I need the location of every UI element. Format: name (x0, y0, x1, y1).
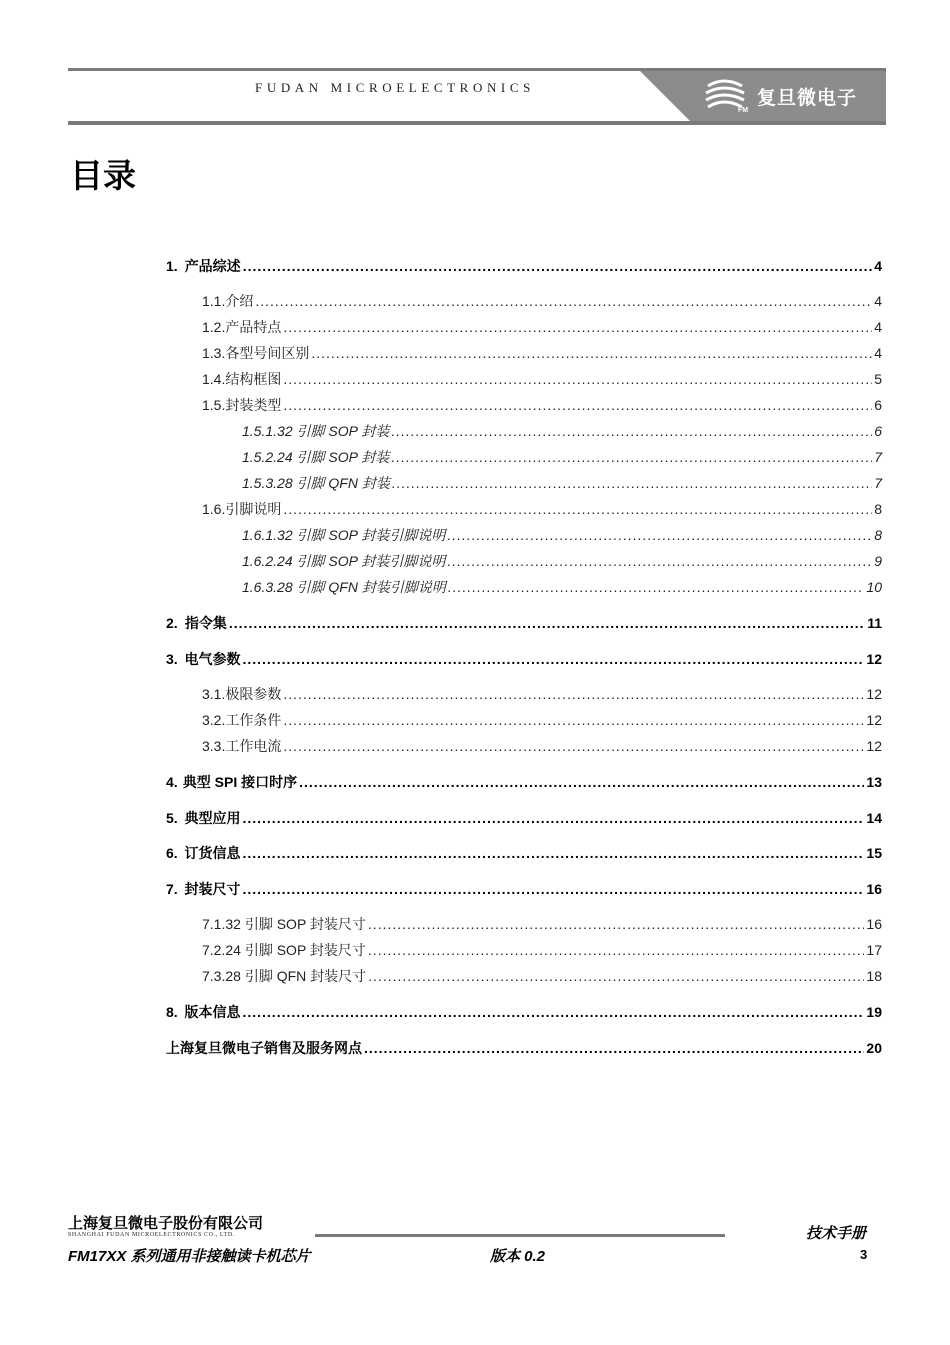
toc-entry-1-1[interactable] (202, 291, 882, 311)
toc-title: 各型号间区别 (225, 345, 310, 361)
footer-version: 版本 0.2 (490, 1248, 546, 1265)
toc-number: 1.6.3. (242, 579, 278, 595)
toc-title: 典型应用 (184, 810, 241, 826)
toc-entry-3-2[interactable] (202, 710, 882, 730)
toc-number: 7.3. (202, 968, 226, 984)
toc-title: 28 引脚 QFN 封装引脚说明 (277, 579, 446, 595)
toc-title: 24 引脚 SOP 封装引脚说明 (277, 553, 446, 569)
toc-title: 32 引脚 SOP 封装引脚说明 (277, 527, 446, 543)
toc-leader (368, 968, 864, 984)
footer-company-cn: 上海复旦微电子股份有限公司 (68, 1214, 264, 1232)
toc-entry-1-6-1[interactable] (242, 525, 882, 545)
toc-entry-1-5-3[interactable] (242, 473, 882, 493)
toc-title: 介绍 (225, 293, 254, 309)
toc-title: 结构框图 (225, 371, 282, 387)
toc-leader (448, 579, 865, 595)
toc-page: 6 (874, 423, 882, 439)
toc-number: 1.2. (202, 319, 226, 335)
toc-entry-2[interactable] (166, 613, 882, 633)
toc-number: 1.6.2. (242, 553, 278, 569)
toc-page: 8 (874, 501, 882, 517)
toc-number: 2. (166, 615, 178, 631)
toc-page: 7 (874, 449, 882, 465)
toc-title: 典型 SPI 接口时序 (182, 774, 298, 790)
toc-title: 版本信息 (184, 1004, 241, 1020)
toc-leader (283, 738, 864, 754)
toc-title: 24 引脚 SOP 封装尺寸 (225, 942, 366, 958)
toc-page: 4 (874, 319, 882, 335)
toc-page: 16 (866, 881, 882, 897)
toc-entry-7-2[interactable] (202, 940, 882, 960)
toc-title: 28 引脚 QFN 封装尺寸 (225, 968, 367, 984)
toc-entry-3-3[interactable] (202, 736, 882, 756)
footer-company-en: SHANGHAI FUDAN MICROELECTRONICS CO., LTD. (68, 1232, 235, 1238)
toc-page: 19 (866, 1004, 882, 1020)
toc-leader (368, 942, 865, 958)
toc-number: 1.5. (202, 397, 226, 413)
toc-entry-7-3[interactable] (202, 966, 882, 986)
toc-number: 3.3. (202, 738, 226, 754)
toc-title: 产品特点 (225, 319, 282, 335)
toc-leader (242, 651, 864, 667)
toc-entry-sales-network[interactable] (166, 1038, 882, 1058)
toc-leader (243, 258, 873, 274)
toc-entry-4[interactable] (166, 772, 882, 792)
toc-entry-3-1[interactable] (202, 684, 882, 704)
toc-entry-1[interactable] (166, 256, 882, 276)
toc-title: 24 引脚 SOP 封装 (277, 449, 390, 465)
toc-page: 9 (874, 553, 882, 569)
toc-page: 12 (866, 738, 882, 754)
header-brand-cn: 复旦微电子 (757, 87, 858, 109)
toc-leader (283, 501, 872, 517)
toc-number: 1.5.1. (242, 423, 278, 439)
toc-page: 16 (866, 916, 882, 932)
toc-leader (368, 916, 865, 932)
toc-title: 封装尺寸 (184, 881, 241, 897)
header-company-name: FUDAN MICROELECTRONICS (255, 80, 535, 95)
toc-page: 10 (866, 579, 882, 595)
toc-title: 极限参数 (225, 686, 282, 702)
toc-number: 1.6.1. (242, 527, 278, 543)
toc-page: 13 (866, 774, 882, 790)
toc-number: 5. (166, 810, 178, 826)
page-title: 目录 (70, 156, 136, 195)
toc-entry-3[interactable] (166, 649, 882, 669)
toc-page: 12 (866, 686, 882, 702)
toc-leader (392, 475, 872, 491)
toc-leader (283, 397, 872, 413)
toc-leader (283, 371, 872, 387)
toc-entry-1-6[interactable] (202, 499, 882, 519)
toc-number: 1.1. (202, 293, 226, 309)
toc-page: 15 (866, 845, 882, 861)
svg-text:FM: FM (738, 107, 749, 114)
toc-page: 18 (866, 968, 882, 984)
toc-leader (242, 881, 864, 897)
toc-leader (242, 1004, 864, 1020)
toc-title: 电气参数 (184, 651, 241, 667)
toc-page: 8 (874, 527, 882, 543)
footer-page-number: 3 (860, 1247, 868, 1262)
toc-page: 11 (867, 615, 882, 631)
toc-leader (447, 527, 872, 543)
toc-page: 14 (866, 810, 882, 826)
toc-entry-7-1[interactable] (202, 914, 882, 934)
toc-entry-1-3[interactable] (202, 343, 882, 363)
toc-entry-1-5[interactable] (202, 395, 882, 415)
toc-leader (283, 712, 864, 728)
toc-title: 指令集 (184, 615, 227, 631)
toc-page: 12 (866, 651, 882, 667)
toc-title: 工作电流 (225, 738, 282, 754)
toc-title: 28 引脚 QFN 封装 (277, 475, 390, 491)
toc-title: 工作条件 (225, 712, 282, 728)
toc-entry-1-6-3[interactable] (242, 577, 882, 597)
toc-number: 7.1. (202, 916, 226, 932)
toc-page: 17 (866, 942, 882, 958)
toc-page: 4 (874, 345, 882, 361)
header-bottom-rule (68, 121, 886, 125)
footer-rule (315, 1234, 725, 1237)
toc-number: 1. (166, 258, 178, 274)
toc-page: 5 (874, 371, 882, 387)
toc-title: 产品综述 (184, 258, 241, 274)
fm-logo-icon (704, 78, 754, 119)
toc-leader (242, 810, 864, 826)
toc-leader (364, 1040, 864, 1056)
toc-entry-1-5-2[interactable] (242, 447, 882, 467)
toc-leader (391, 423, 872, 439)
toc-leader (299, 774, 864, 790)
toc-number: 1.5.3. (242, 475, 278, 491)
toc-title: 封装类型 (225, 397, 282, 413)
footer-manual-label: 技术手册 (806, 1225, 867, 1242)
toc-leader (447, 553, 872, 569)
toc-number: 8. (166, 1004, 178, 1020)
footer-product-name: FM17XX 系列通用非接触读卡机芯片 (68, 1248, 311, 1265)
toc-page: 7 (874, 475, 882, 491)
toc-entry-1-6-2[interactable] (242, 551, 882, 571)
toc-number: 1.5.2. (242, 449, 278, 465)
toc-number: 3. (166, 651, 178, 667)
toc-entry-5[interactable] (166, 808, 882, 828)
toc-leader (283, 686, 864, 702)
toc-number: 7. (166, 881, 178, 897)
toc-leader (391, 449, 872, 465)
toc-leader (229, 615, 865, 631)
toc-title: 订货信息 (184, 845, 241, 861)
toc-page: 6 (874, 397, 882, 413)
toc-entry-1-5-1[interactable] (242, 421, 882, 441)
toc-title: 引脚说明 (225, 501, 282, 517)
toc-number: 4. (166, 774, 178, 790)
toc-number: 1.3. (202, 345, 226, 361)
toc-entry-1-2[interactable] (202, 317, 882, 337)
toc-entry-8[interactable] (166, 1002, 882, 1022)
toc-number: 1.6. (202, 501, 226, 517)
toc-leader (283, 319, 872, 335)
toc-number: 3.1. (202, 686, 226, 702)
toc-entry-6[interactable] (166, 843, 882, 863)
toc-page: 20 (866, 1040, 882, 1056)
toc-page: 4 (874, 258, 882, 274)
toc-page: 4 (874, 293, 882, 309)
toc-page: 12 (866, 712, 882, 728)
toc-title: 上海复旦微电子销售及服务网点 (166, 1040, 362, 1056)
toc-number: 1.4. (202, 371, 226, 387)
toc-number: 3.2. (202, 712, 226, 728)
toc-entry-1-4[interactable] (202, 369, 882, 389)
toc-entry-7[interactable] (166, 879, 882, 899)
toc-leader (255, 293, 872, 309)
toc-title: 32 引脚 SOP 封装 (277, 423, 390, 439)
toc-number: 7.2. (202, 942, 226, 958)
toc-leader (242, 845, 864, 861)
toc-title: 32 引脚 SOP 封装尺寸 (225, 916, 366, 932)
toc-leader (311, 345, 872, 361)
toc-number: 6. (166, 845, 178, 861)
